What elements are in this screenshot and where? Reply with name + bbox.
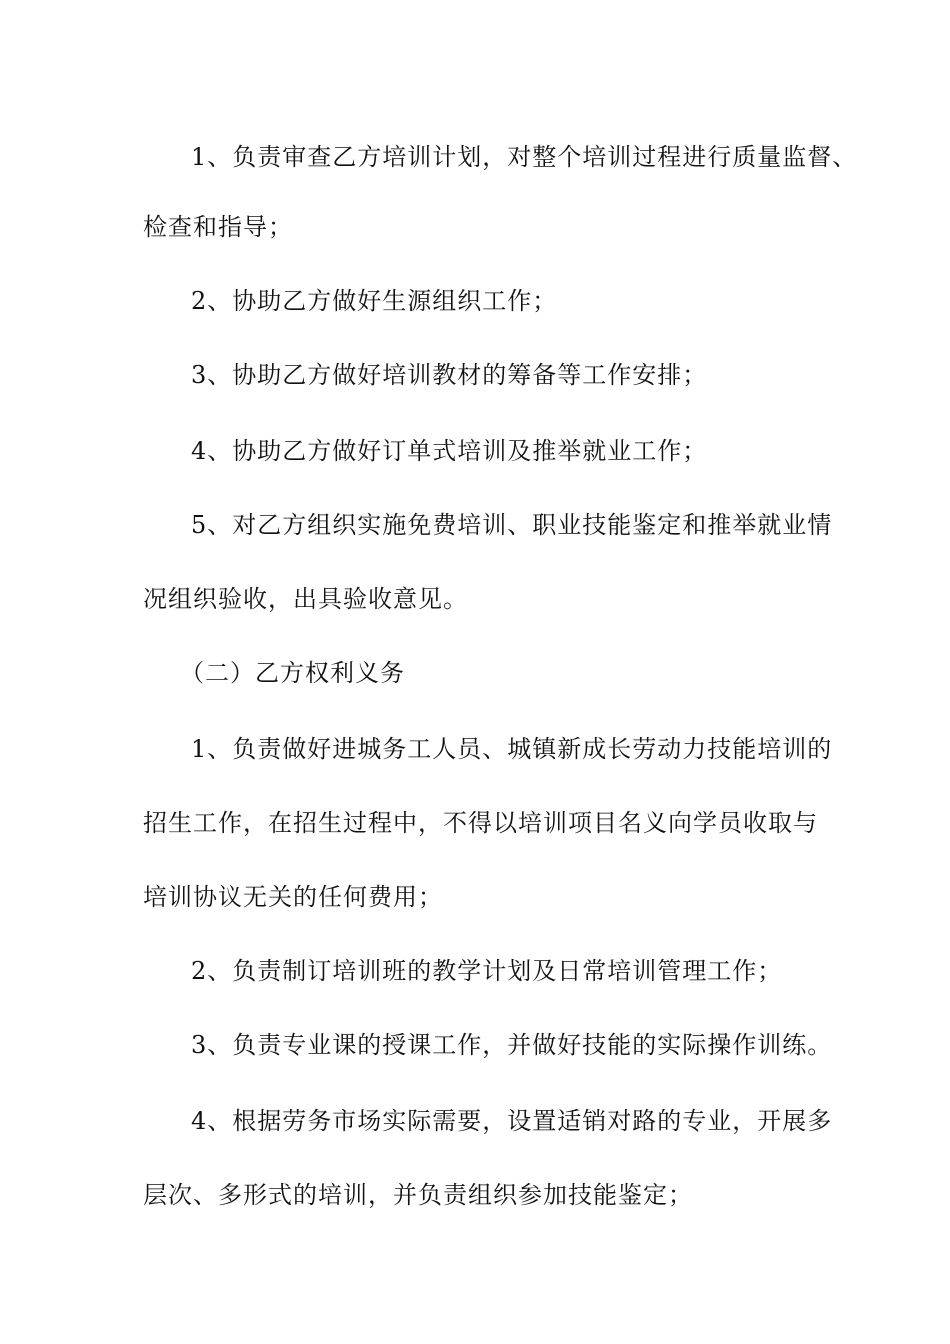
paragraph-1-line-1: 1、负责审查乙方培训计划，对整个培训过程进行质量监督、 bbox=[191, 143, 858, 171]
paragraph-2: 2、协助乙方做好生源组织工作； bbox=[191, 287, 558, 315]
paragraph-6-line-2: 招生工作，在招生过程中，不得以培训项目名义向学员收取与 bbox=[143, 809, 818, 837]
paragraph-5-line-2: 况组织验收，出具验收意见。 bbox=[143, 585, 468, 613]
paragraph-9-line-1: 4、根据劳务市场实际需要，设置适销对路的专业，开展多 bbox=[191, 1107, 833, 1135]
paragraph-3: 3、协助乙方做好培训教材的筹备等工作安排； bbox=[191, 361, 708, 389]
paragraph-8: 3、负责专业课的授课工作，并做好技能的实际操作训练。 bbox=[191, 1031, 833, 1059]
paragraph-6-line-1: 1、负责做好进城务工人员、城镇新成长劳动力技能培训的 bbox=[191, 735, 833, 763]
paragraph-5-line-1: 5、对乙方组织实施免费培训、职业技能鉴定和推举就业情 bbox=[191, 511, 833, 539]
paragraph-1-line-2: 检查和指导； bbox=[143, 213, 293, 241]
paragraph-4: 4、协助乙方做好订单式培训及推举就业工作； bbox=[191, 437, 708, 465]
paragraph-9-line-2: 层次、多形式的培训，并负责组织参加技能鉴定； bbox=[143, 1181, 693, 1209]
section-heading: （二）乙方权利义务 bbox=[180, 659, 405, 687]
paragraph-6-line-3: 培训协议无关的任何费用； bbox=[143, 883, 443, 911]
paragraph-7: 2、负责制订培训班的教学计划及日常培训管理工作； bbox=[191, 957, 783, 985]
